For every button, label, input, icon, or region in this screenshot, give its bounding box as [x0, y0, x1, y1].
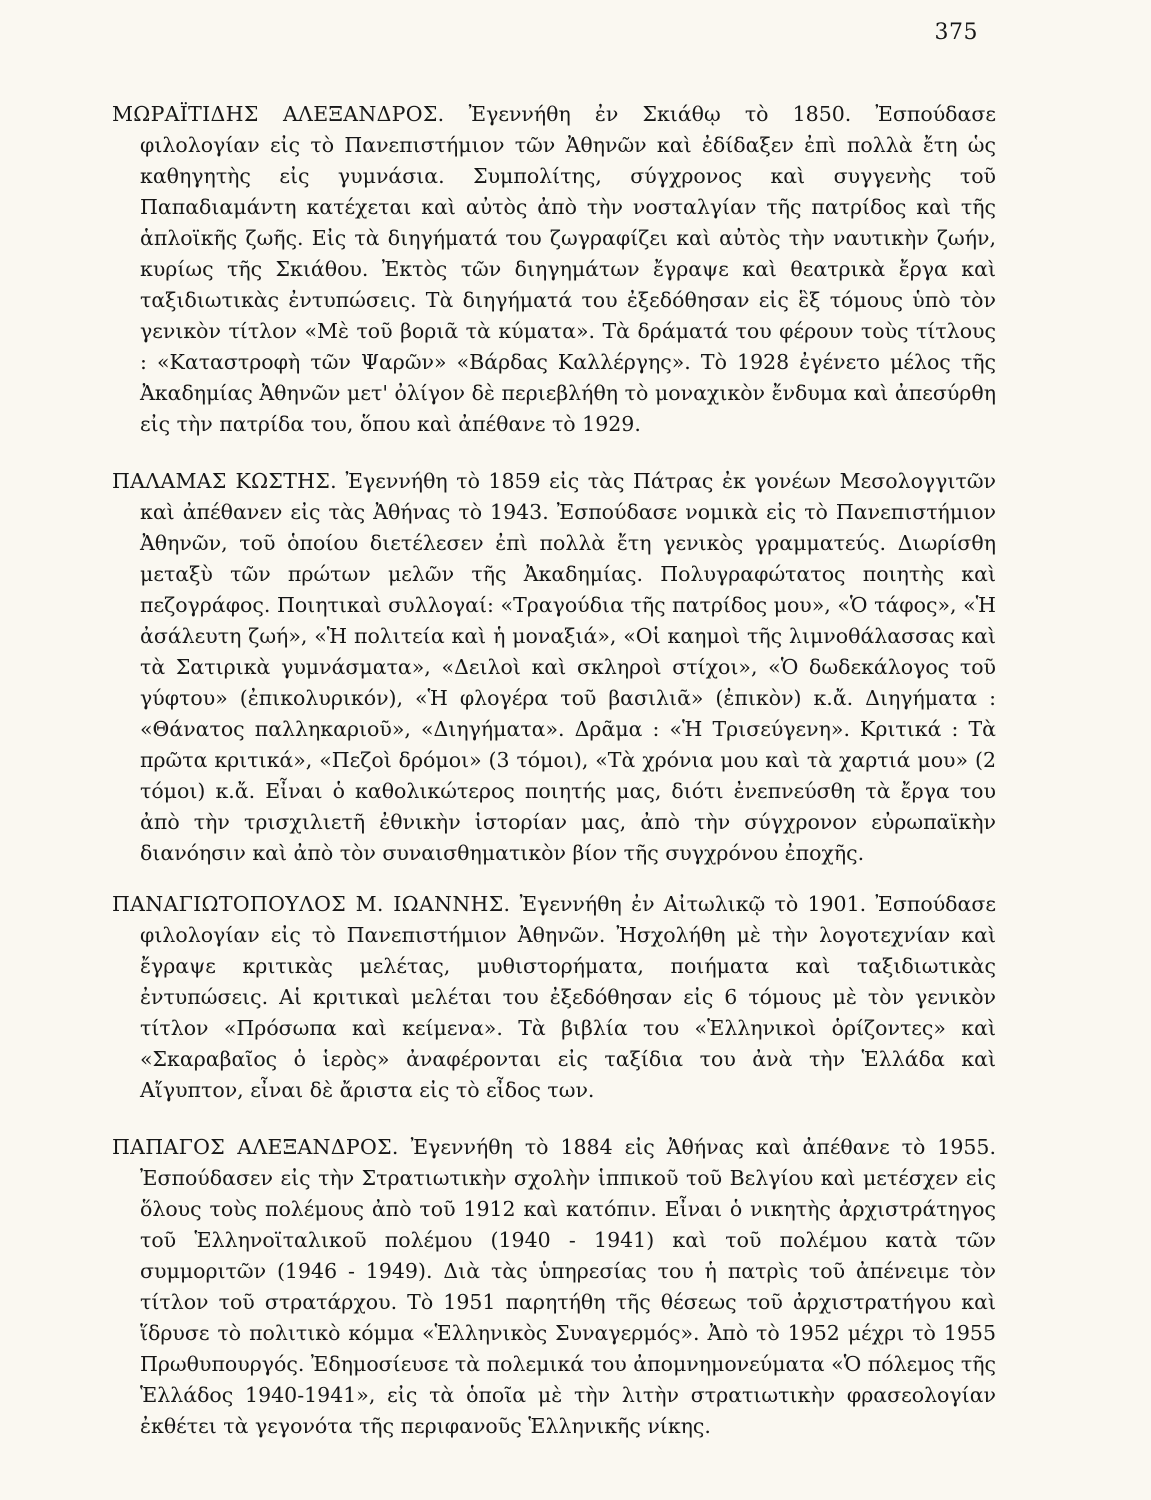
entry-text: Ἐγεννήθη ἐν Αἰτωλικῷ τὸ 1901. Ἐσπούδασε φιλολογίαν εἰς τὸ Πανεπιστήμιον Ἀθηνῶν. Ἠσχολήθη μὲ τὴν λογοτεχνίαν καὶ ἔγραψε κριτικὰς μελέτας, μυθιστορήματα, ποιήματα καὶ ταξιδιωτικὰς ἐντυπώσεις. Αἱ κριτικαὶ μελέται του ἐξεδόθησαν εἰς 6 τόμους μὲ τὸν γενικὸν τίτλον «Πρόσωπα καὶ κείμενα». Τὰ βιβλία του «Ἑλληνικοὶ ὁρίζοντες» καὶ «Σκαραβαῖος ὁ ἱερὸς» ἀναφέρονται εἰς ταξίδια του ἀνὰ τὴν Ἑλλάδα καὶ Αἴγυπτον, εἶναι δὲ ἄριστα εἰς τὸ εἶδος των.	[140, 892, 996, 1102]
entry-name: ΜΩΡΑΪΤΙΔΗΣ ΑΛΕΞΑΝΔΡΟΣ.	[112, 101, 445, 126]
entry-moraitidis	[112, 99, 996, 440]
entry-papagos	[112, 1132, 996, 1442]
entry-text: Ἐγεννήθη τὸ 1884 εἰς Ἀθήνας καὶ ἀπέθανε τὸ 1955. Ἐσπούδασεν εἰς τὴν Στρατιωτικὴν σχολὴν ἱππικοῦ τοῦ Βελγίου καὶ μετέσχεν εἰς ὅλους τοὺς πολέμους ἀπὸ τοῦ 1912 καὶ κατόπιν. Εἶναι ὁ νικητὴς ἀρχιστράτηγος τοῦ Ἑλληνοϊταλικοῦ πολέμου (1940 - 1941) καὶ τοῦ πολέμου κατὰ τῶν συμμοριτῶν (1946 - 1949). Διὰ τὰς ὑπηρεσίας του ἡ πατρὶς τοῦ ἀπένειμε τὸν τίτλον τοῦ στρατάρχου. Τὸ 1951 παρητήθη τῆς θέσεως τοῦ ἀρχιστρατήγου καὶ ἵδρυσε τὸ πολιτικὸ κόμμα «Ἑλληνικὸς Συναγερμός». Ἀπὸ τὸ 1952 μέχρι τὸ 1955 Πρωθυπουργός. Ἐδημοσίευσε τὰ πολεμικά του ἀπομνημονεύματα «Ὁ πόλεμος τῆς Ἑλλάδος 1940-1941», εἰς τὰ ὁποῖα μὲ τὴν λιτὴν στρατιωτικὴν φρασεολογίαν ἐκθέτει τὰ γεγονότα τῆς περιφανοῦς Ἑλληνικῆς νίκης.	[140, 1135, 996, 1438]
entry-name: ΠΑΛΑΜΑΣ ΚΩΣΤΗΣ.	[112, 468, 337, 493]
entry-palamas	[112, 466, 996, 869]
entry-name: ΠΑΠΑΓΟΣ ΑΛΕΞΑΝΔΡΟΣ.	[112, 1135, 399, 1159]
entry-panagiotopoulos	[112, 889, 996, 1106]
biography-entries	[112, 78, 996, 1463]
page-number: 375	[934, 20, 978, 45]
entry-name: ΠΑΝΑΓΙΩΤΟΠΟΥΛΟΣ Μ. ΙΩΑΝΝΗΣ.	[112, 892, 511, 916]
entry-text: Ἐγεννήθη ἐν Σκιάθῳ τὸ 1850. Ἐσπούδασε φιλολογίαν εἰς τὸ Πανεπιστήμιον τῶν Ἀθηνῶν καὶ ἐδίδαξεν ἐπὶ πολλὰ ἔτη ὡς καθηγητὴς εἰς γυμνάσια. Συμπολίτης, σύγχρονος καὶ συγγενὴς τοῦ Παπαδιαμάντη κατέχεται καὶ αὐτὸς ἀπὸ τὴν νοσταλγίαν τῆς πατρίδος καὶ τῆς ἁπλοϊκῆς ζωῆς. Εἰς τὰ διηγήματά του ζωγραφίζει καὶ αὐτὸς τὴν ναυτικὴν ζωήν, κυρίως τῆς Σκιάθου. Ἐκτὸς τῶν διηγημάτων ἔγραψε καὶ θεατρικὰ ἔργα καὶ ταξιδιωτικὰς ἐντυπώσεις. Τὰ διηγήματά του ἐξεδόθησαν εἰς ἓξ τόμους ὑπὸ τὸν γενικὸν τίτλον «Μὲ τοῦ βοριᾶ τὰ κύματα». Τὰ δράματά του φέρουν τοὺς τίτλους : «Καταστροφὴ τῶν Ψαρῶν» «Βάρδας Καλλέργης». Τὸ 1928 ἐγένετο μέλος τῆς Ἀκαδημίας Ἀθηνῶν μετ' ὀλίγον δὲ περιεβλήθη τὸ μοναχικὸν ἔνδυμα καὶ ἀπεσύρθη εἰς τὴν πατρίδα του, ὅπου καὶ ἀπέθανε τὸ 1929.	[140, 101, 996, 436]
entry-text: Ἐγεννήθη τὸ 1859 εἰς τὰς Πάτρας ἐκ γονέων Μεσολογγιτῶν καὶ ἀπέθανεν εἰς τὰς Ἀθήνας τὸ 1943. Ἐσπούδασε νομικὰ εἰς τὸ Πανεπιστήμιον Ἀθηνῶν, τοῦ ὁποίου διετέλεσεν ἐπὶ πολλὰ ἔτη γενικὸς γραμματεύς. Διωρίσθη μεταξὺ τῶν πρώτων μελῶν τῆς Ἀκαδημίας. Πολυγραφώτατος ποιητὴς καὶ πεζογράφος. Ποιητικαὶ συλλογαί: «Τραγούδια τῆς πατρίδος μου», «Ὁ τάφος», «Ἡ ἀσάλευτη ζωή», «Ἡ πολιτεία καὶ ἡ μοναξιά», «Οἱ καημοὶ τῆς λιμνοθάλασσας καὶ τὰ Σατιρικὰ γυμνάσματα», «Δειλοὶ καὶ σκληροὶ στίχοι», «Ὁ δωδεκάλογος τοῦ γύφτου» (ἐπικολυρικόν), «Ἡ φλογέρα τοῦ βασιλιᾶ» (ἐπικὸν) κ.ἄ. Διηγήματα : «Θάνατος παλληκαριοῦ», «Διηγήματα». Δρᾶμα : «Ἡ Τρισεύγενη». Κριτικά : Τὰ πρῶτα κριτικά», «Πεζοὶ δρόμοι» (3 τόμοι), «Τὰ χρόνια μου καὶ τὰ χαρτιά μου» (2 τόμοι) κ.ἄ. Εἶναι ὁ καθολικώτερος ποιητής μας, διότι ἐνεπνεύσθη τὰ ἔργα του ἀπὸ τὴν τρισχιλιετῆ ἐθνικὴν ἱστορίαν μας, ἀπὸ τὴν σύγχρονον εὐρωπαϊκὴν διανόησιν καὶ ἀπὸ τὸν συναισθηματικὸν βίον τῆς συγχρόνου ἐποχῆς.	[140, 468, 996, 865]
